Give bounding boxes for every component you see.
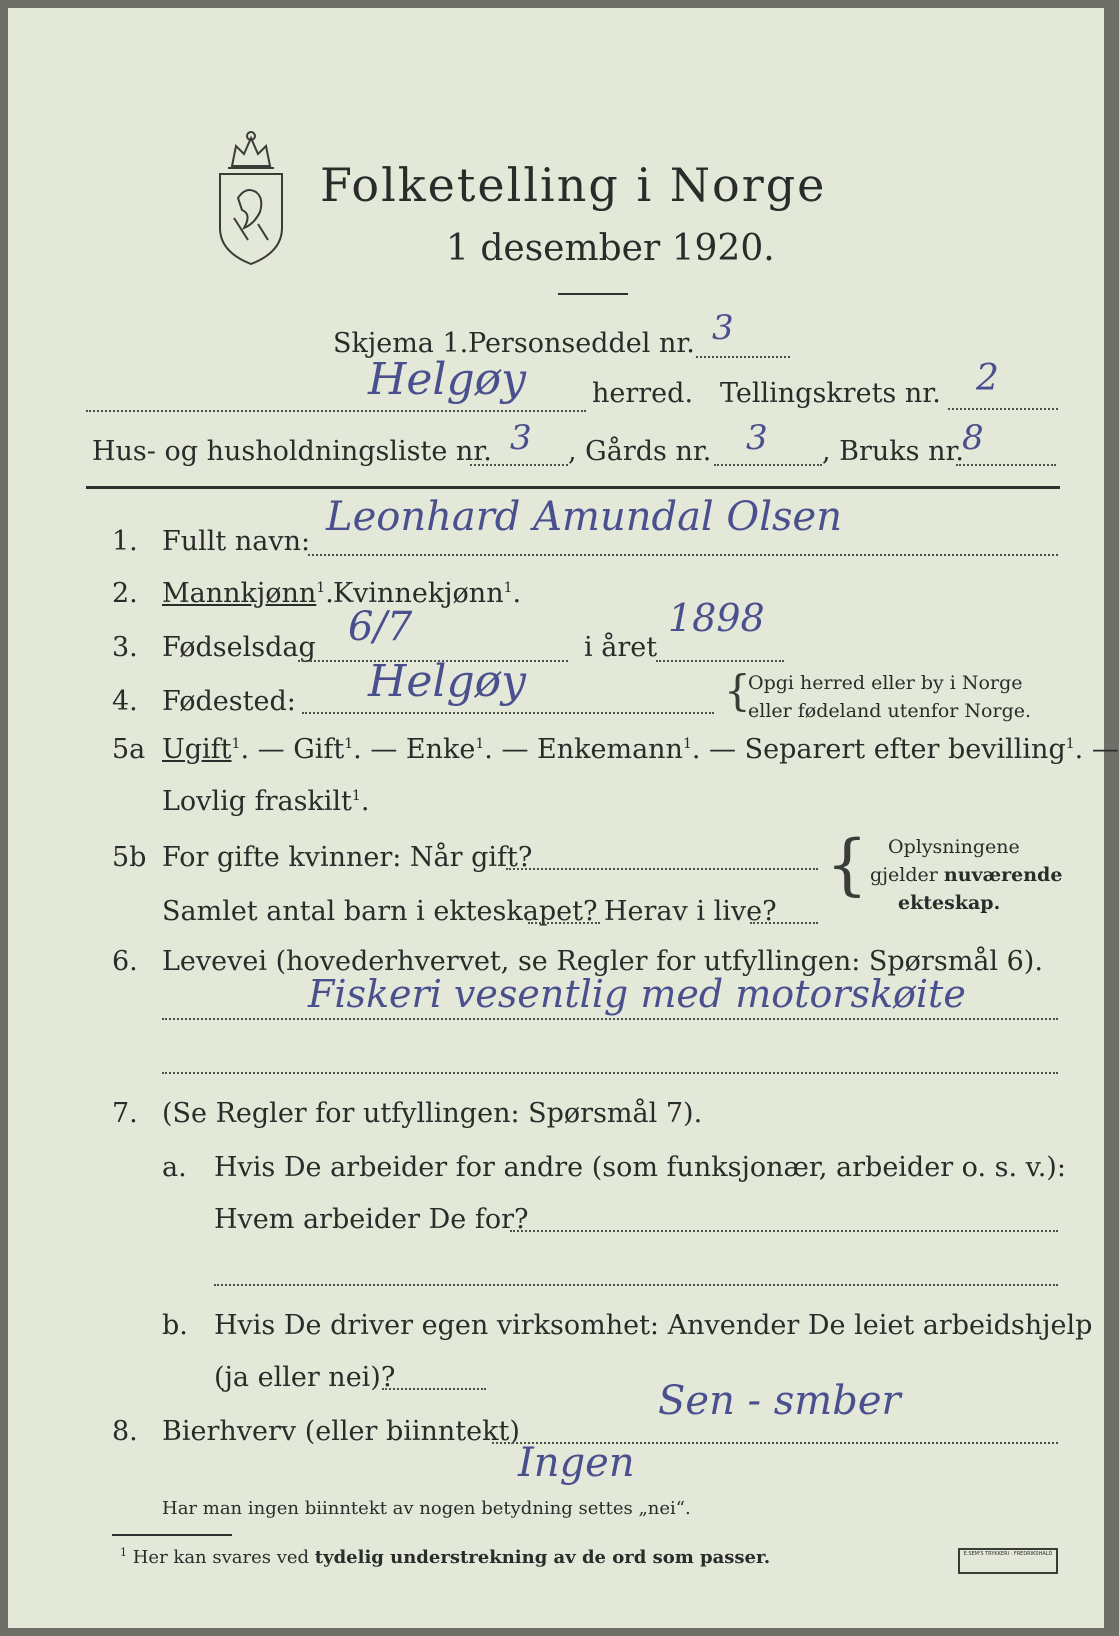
q5b-line3: [750, 922, 818, 924]
birth-year-value: 1898: [668, 596, 765, 640]
q7a-letter: a.: [162, 1152, 187, 1183]
q5a-sup2: 1: [344, 736, 354, 752]
q5b-label3: Herav i live?: [604, 896, 777, 927]
q6-label: Levevei (hovederhvervet, se Regler for utfyllingen: Spørsmål 6).: [162, 946, 1043, 977]
q7a-line1: [510, 1230, 1058, 1232]
printer-mark-text: E.SEM'S TRYKKERI · FREDRIKSHALD: [963, 1551, 1053, 1557]
q1-label: Fullt navn:: [162, 526, 311, 557]
q2-end: .: [512, 578, 522, 609]
q5a-end: . —: [1074, 734, 1119, 765]
q5a-ugift: Ugift: [162, 734, 232, 765]
q5a-gift: . — Gift: [240, 734, 345, 765]
q5a-enke: . — Enke: [353, 734, 476, 765]
q5b-note-2b: nuværende: [943, 864, 1063, 886]
q5b-note-2a: gjelder: [870, 864, 938, 886]
q5a-sup1: 1: [231, 736, 241, 752]
q5a-separert: . — Separert efter bevilling: [691, 734, 1066, 765]
q2-separator: .: [325, 578, 334, 609]
q7b-question: (ja eller nei)?: [214, 1362, 396, 1393]
q5a-number: 5a: [112, 734, 146, 765]
q4-brace: {: [724, 666, 751, 715]
hus-line: [470, 464, 568, 466]
q2-male-text: Mannkjønn: [162, 578, 317, 609]
printer-mark: [958, 1548, 1058, 1574]
header-rule: [86, 486, 1060, 489]
q2-female-text: Kvinnekjønn: [333, 578, 504, 609]
tellingskrets-line: [948, 408, 1058, 410]
q7a-line2: [214, 1284, 1058, 1286]
tellingskrets-value: 2: [976, 358, 999, 399]
census-date: 1 desember 1920.: [446, 228, 775, 269]
q5b-note-3: ekteskap.: [898, 892, 1001, 914]
title-divider: [558, 293, 628, 295]
footnote: [120, 1546, 770, 1568]
q7b-text: Hvis De driver egen virksomhet: Anvender De leiet arbeidshjelp: [214, 1310, 1093, 1341]
personseddel-label: Personseddel nr.: [468, 328, 695, 359]
herred-label: herred.: [592, 378, 694, 409]
q4-number: 4.: [112, 686, 138, 717]
q6-line2: [162, 1072, 1058, 1074]
q5a-line2-end: .: [360, 786, 370, 817]
full-name-value: Leonhard Amundal Olsen: [326, 494, 842, 540]
q5a-sup4: 1: [682, 736, 692, 752]
gards-value: 3: [746, 418, 768, 458]
birthplace-value: Helgøy: [368, 656, 526, 707]
census-form: [8, 8, 1119, 1628]
q5b-number: 5b: [112, 842, 147, 873]
q6-line1: [162, 1018, 1058, 1020]
q5b-label1: For gifte kvinner: Når gift?: [162, 842, 533, 873]
q3-year-line: [656, 660, 784, 662]
q7a-text: Hvis De arbeider for andre (som funksjonær, arbeider o. s. v.):: [214, 1152, 1066, 1183]
footer-note: Har man ingen biinntekt av nogen betydning settes „nei“.: [162, 1498, 691, 1519]
q5a-sup5: 1: [1065, 736, 1075, 752]
footnote-number: 1: [120, 1546, 127, 1559]
schema-label: Skjema 1.: [333, 328, 469, 359]
q5b-line2: [528, 922, 600, 924]
side-income-value-1: Sen - smber: [658, 1378, 901, 1424]
q5b-brace: {: [826, 826, 868, 903]
personseddel-value: 3: [712, 308, 734, 348]
q3-label: Fødselsdag: [162, 632, 316, 663]
q5a-sup3: 1: [475, 736, 485, 752]
q7-label: (Se Regler for utfyllingen: Spørsmål 7).: [162, 1098, 703, 1129]
q1-number: 1.: [112, 526, 138, 557]
q7-number: 7.: [112, 1098, 138, 1129]
q4-label: Fødested:: [162, 686, 296, 717]
q7a-question: Hvem arbeider De for?: [214, 1204, 529, 1235]
q3-year-label: i året: [584, 632, 658, 663]
q8-number: 8.: [112, 1416, 138, 1447]
birthdate-value: 6/7: [348, 604, 413, 650]
q2-male: [162, 578, 334, 609]
side-income-value-2: Ingen: [518, 1440, 635, 1486]
q2-male-sup: 1: [316, 580, 326, 596]
q5a-sup6: 1: [351, 788, 361, 804]
herred-line: [86, 410, 586, 412]
herred-value: Helgøy: [368, 354, 526, 405]
gards-line: [714, 464, 822, 466]
occupation-value: Fiskeri vesentlig med motorskøite: [308, 972, 966, 1016]
q5b-note-2: [870, 864, 1062, 886]
q7b-line: [382, 1388, 486, 1390]
q5a-fraskilt: Lovlig fraskilt: [162, 786, 352, 817]
q5b-line1: [506, 868, 818, 870]
hus-value: 3: [510, 418, 532, 458]
q2-female-sup: 1: [503, 580, 513, 596]
q3-number: 3.: [112, 632, 138, 663]
q4-note-2: eller fødeland utenfor Norge.: [748, 700, 1032, 722]
bruks-label: , Bruks nr.: [822, 436, 965, 467]
bruks-line: [956, 464, 1056, 466]
tellingskrets-label: Tellingskrets nr.: [720, 378, 941, 409]
bruks-value: 8: [962, 418, 984, 458]
q6-number: 6.: [112, 946, 138, 977]
q5b-label2: Samlet antal barn i ekteskapet?: [162, 896, 598, 927]
personseddel-line: [696, 356, 790, 358]
q1-line: [308, 554, 1058, 556]
hus-label: Hus- og husholdningsliste nr.: [92, 436, 492, 467]
q5a-enkemann: . — Enkemann: [484, 734, 683, 765]
q5a-options: [162, 734, 1119, 765]
page-title: Folketelling i Norge: [320, 158, 827, 212]
q8-label: Bierhverv (eller biinntekt): [162, 1416, 520, 1447]
q4-line: [302, 712, 714, 714]
footnote-text-b: tydelig understrekning av de ord som passer.: [314, 1547, 771, 1568]
footnote-text-a: Her kan svares ved: [132, 1547, 315, 1568]
q5b-note-1: Oplysningene: [888, 836, 1020, 858]
gards-label: , Gårds nr.: [568, 436, 712, 467]
q5a-line2: [162, 786, 369, 817]
q7b-letter: b.: [162, 1310, 188, 1341]
q4-note-1: Opgi herred eller by i Norge: [748, 672, 1023, 694]
footnote-rule: [112, 1534, 232, 1536]
coat-of-arms-icon: [212, 128, 290, 268]
q2-number: 2.: [112, 578, 138, 609]
